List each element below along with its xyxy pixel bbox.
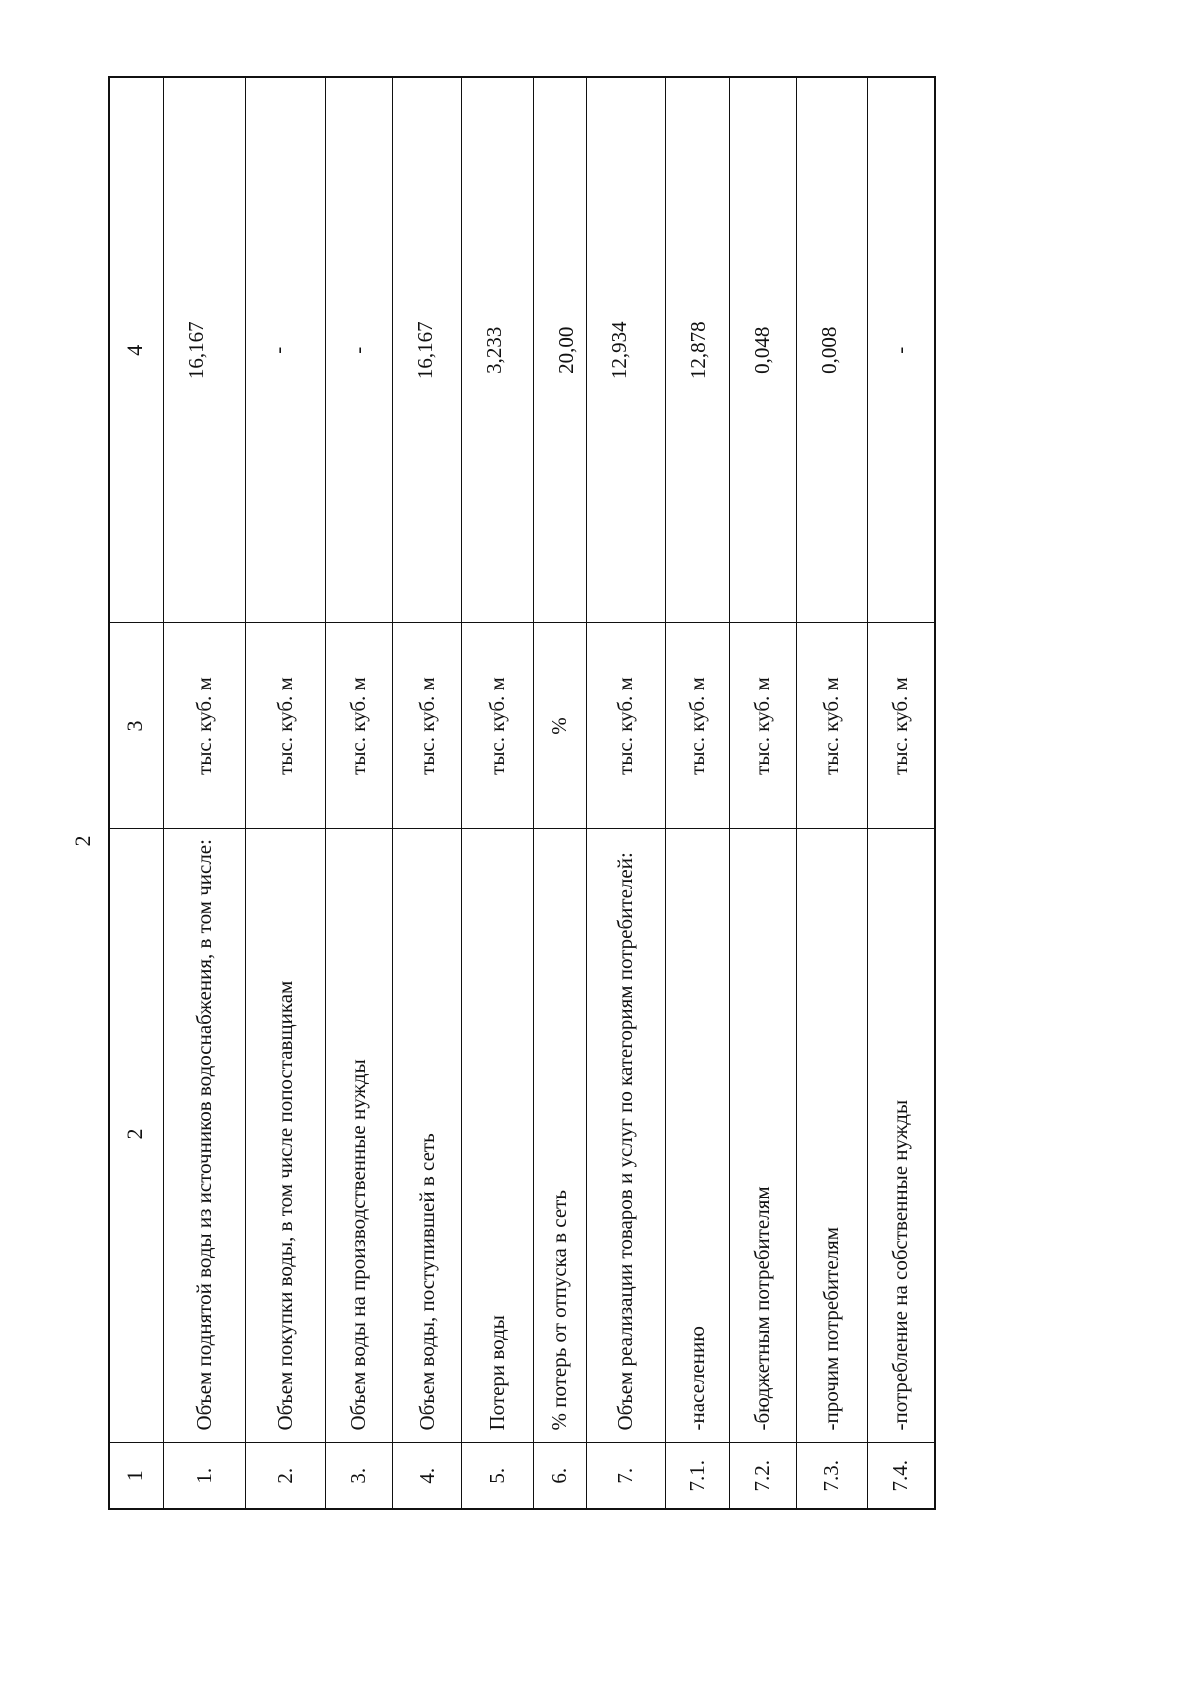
table-row (729, 77, 796, 1509)
table-row (533, 77, 586, 1509)
row-value: 3,233 (462, 77, 533, 623)
row-value: - (868, 77, 935, 623)
rotated-table-container (108, 78, 936, 1510)
row-number: 7.2. (729, 1443, 796, 1509)
row-value: 20,00 (533, 77, 586, 623)
row-value: - (325, 77, 392, 623)
row-number: 3. (325, 1443, 392, 1509)
row-name: Объем покупки воды, в том числе попоставщикам (246, 829, 326, 1443)
row-value: 16,167 (393, 77, 462, 623)
row-unit: тыс. куб. м (586, 623, 666, 829)
water-balance-table (108, 76, 936, 1510)
row-number: 7.4. (868, 1443, 935, 1509)
row-number: 6. (533, 1443, 586, 1509)
header-col-4: 4 (109, 77, 164, 623)
row-name: Объем воды, поступившей в сеть (393, 829, 462, 1443)
row-number: 2. (246, 1443, 326, 1509)
table-header-row (109, 77, 164, 1509)
row-unit: тыс. куб. м (666, 623, 729, 829)
row-number: 7.1. (666, 1443, 729, 1509)
row-unit: % (533, 623, 586, 829)
row-value: 12,934 (586, 77, 666, 623)
row-unit: тыс. куб. м (796, 623, 867, 829)
row-unit: тыс. куб. м (325, 623, 392, 829)
row-name: % потерь от отпуска в сеть (533, 829, 586, 1443)
header-col-2: 2 (109, 829, 164, 1443)
row-number: 5. (462, 1443, 533, 1509)
row-number: 7.3. (796, 1443, 867, 1509)
row-number: 4. (393, 1443, 462, 1509)
row-name: -населению (666, 829, 729, 1443)
table-row (586, 77, 666, 1509)
row-name: Потери воды (462, 829, 533, 1443)
row-unit: тыс. куб. м (246, 623, 326, 829)
row-value: - (246, 77, 326, 623)
table-row (246, 77, 326, 1509)
table-row (868, 77, 935, 1509)
row-value: 16,167 (164, 77, 246, 623)
table-row (164, 77, 246, 1509)
row-name: -потребление на собственные нужды (868, 829, 935, 1443)
row-unit: тыс. куб. м (729, 623, 796, 829)
table-row (393, 77, 462, 1509)
row-value: 0,008 (796, 77, 867, 623)
table-row (796, 77, 867, 1509)
row-number: 7. (586, 1443, 666, 1509)
row-name: Объем воды на производственные нужды (325, 829, 392, 1443)
table-row (325, 77, 392, 1509)
row-unit: тыс. куб. м (868, 623, 935, 829)
row-name: Объем реализации товаров и услуг по категориям потребителей: (586, 829, 666, 1443)
row-name: Объем поднятой воды из источников водоснабжения, в том числе: (164, 829, 246, 1443)
row-unit: тыс. куб. м (462, 623, 533, 829)
row-name: -бюджетным потребителям (729, 829, 796, 1443)
row-number: 1. (164, 1443, 246, 1509)
header-col-1: 1 (109, 1443, 164, 1509)
row-value: 0,048 (729, 77, 796, 623)
row-unit: тыс. куб. м (393, 623, 462, 829)
page-number: 2 (70, 835, 95, 847)
row-value: 12,878 (666, 77, 729, 623)
header-col-3: 3 (109, 623, 164, 829)
table-row (666, 77, 729, 1509)
table-row (462, 77, 533, 1509)
row-unit: тыс. куб. м (164, 623, 246, 829)
row-name: -прочим потребителям (796, 829, 867, 1443)
